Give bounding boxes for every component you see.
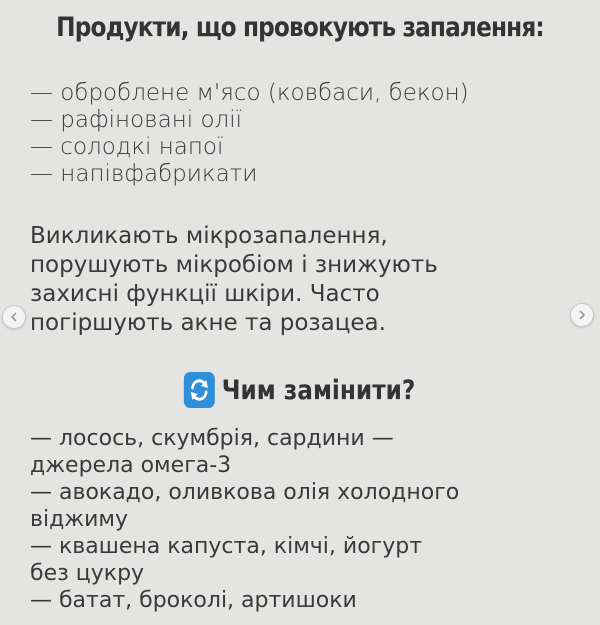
effects-paragraph [30, 222, 575, 338]
list-item: — солодкі напої [30, 134, 224, 160]
carousel-next-button[interactable] [570, 303, 594, 327]
list-item: без цукру [30, 561, 145, 586]
list-item: — рафіновані олії [30, 107, 243, 133]
chevron-right-icon [577, 310, 587, 320]
paragraph-line: порушують мікробіом і знижують [30, 252, 438, 278]
list-item: — оброблене м'ясо (ковбаси, бекон) [30, 80, 469, 106]
replacement-foods-list [30, 425, 459, 614]
carousel-prev-button[interactable] [2, 305, 26, 329]
list-item: — квашена капуста, кімчі, йогурт [30, 534, 423, 559]
post-title: Продукти, що провокують запалення: [56, 12, 544, 43]
list-item: — авокадо, оливкова олія холодного [30, 480, 460, 505]
list-item: джерела омега-3 [30, 453, 232, 478]
cycle-arrows-icon [184, 372, 215, 408]
replace-heading-text: Чим замінити? [222, 374, 416, 406]
list-item: — батат, броколі, артишоки [30, 588, 357, 613]
list-item: віджиму [30, 507, 129, 532]
replace-heading [0, 372, 600, 415]
paragraph-line: погіршують акне та розацеа. [30, 310, 386, 336]
list-item: — лосось, скумбрія, сардини — [30, 426, 394, 451]
list-item: — напівфабрикати [30, 161, 258, 187]
paragraph-line: захисні функції шкіри. Часто [30, 281, 380, 307]
chevron-left-icon [9, 312, 19, 322]
inflammatory-foods-list [30, 80, 469, 188]
paragraph-line: Викликають мікрозапалення, [30, 223, 388, 249]
bottom-fade [0, 613, 600, 625]
